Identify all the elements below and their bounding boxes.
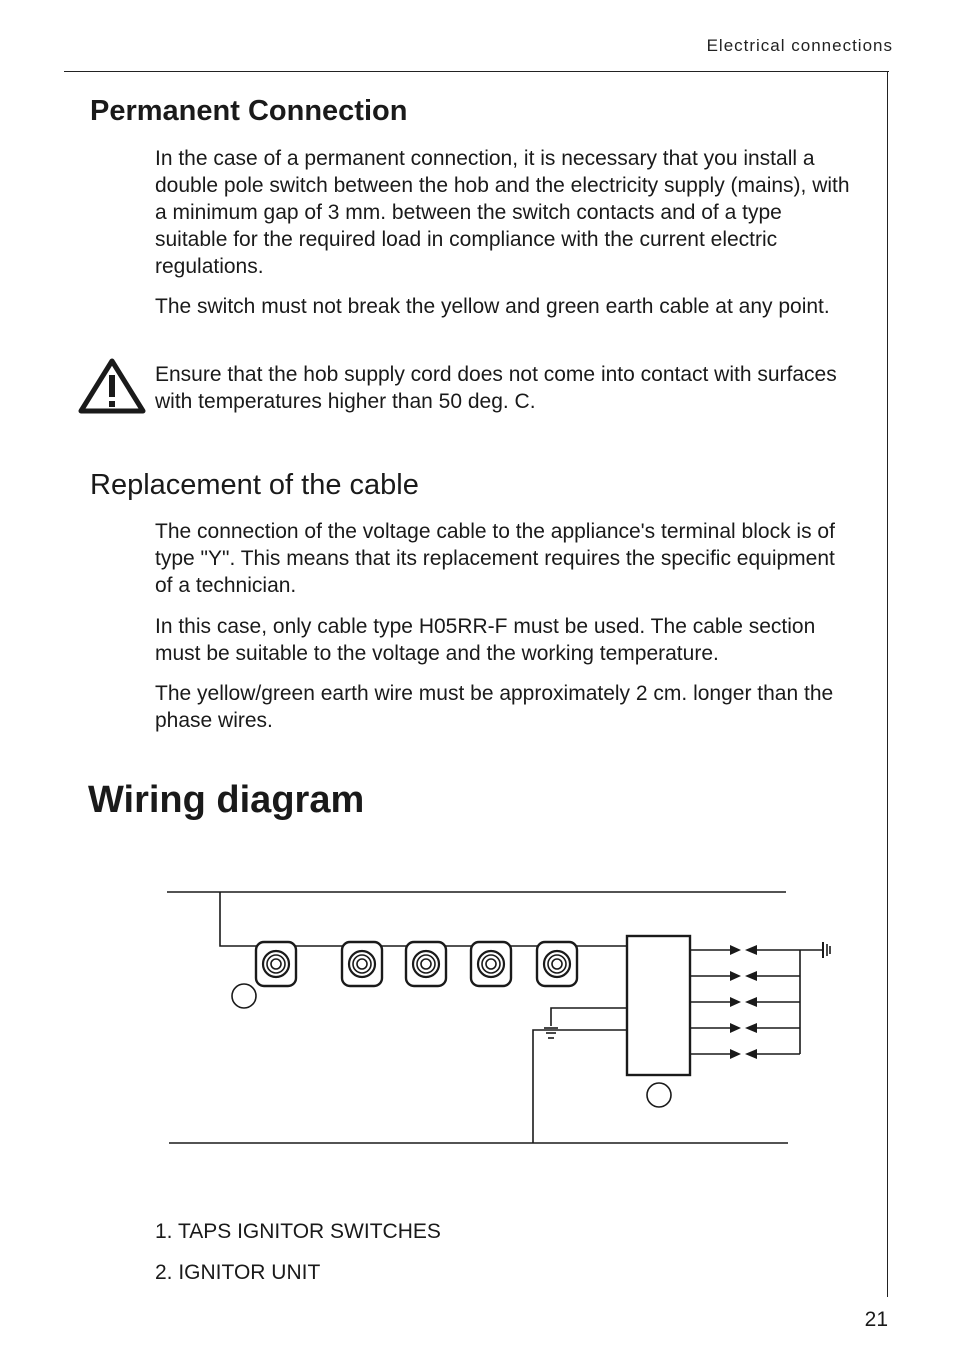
running-header: Electrical connections <box>706 36 893 55</box>
ignitor-switch-2 <box>342 942 382 986</box>
legend-item-2: 2. IGNITOR UNIT <box>155 1261 321 1284</box>
permanent-connection-heading: Permanent Connection <box>90 95 408 127</box>
wiring-diagram <box>160 880 840 1155</box>
ignitor-switch-3 <box>406 942 446 986</box>
replacement-heading: Replacement of the cable <box>90 469 419 501</box>
replacement-paragraph-1: The connection of the voltage cable to the appliance's terminal block is of type "Y". This means that its replacement requires the specific equipment of a technician. <box>155 520 835 597</box>
legend-item-1: 1. TAPS IGNITOR SWITCHES <box>155 1220 441 1243</box>
warning-triangle-icon <box>78 358 146 414</box>
header-rule <box>64 71 889 72</box>
page-number: 21 <box>864 1308 888 1331</box>
ignitor-switch-4 <box>471 942 511 986</box>
side-rule <box>887 71 888 1297</box>
permanent-paragraph-2: The switch must not break the yellow and green earth cable at any point. <box>155 295 830 318</box>
wiring-diagram-heading: Wiring diagram <box>88 779 365 821</box>
ignitor-switch-5 <box>537 942 577 986</box>
replacement-paragraph-3: The yellow/green earth wire must be approximately 2 cm. longer than the phase wires. <box>155 682 834 732</box>
warning-paragraph: Ensure that the hob supply cord does not come into contact with surfaces with temperatures higher than 50 deg. C. <box>155 363 837 413</box>
permanent-paragraph-1: In the case of a permanent connection, it is necessary that you install a double pole switch between the hob and the electricity supply (mains), with a minimum gap of 3 mm. between the switch contacts and of a type suitable for the required load in compliance with the current electric regulations. <box>155 147 850 278</box>
replacement-paragraph-2: In this case, only cable type H05RR-F must be used. The cable section must be suitable to the voltage and the working temperature. <box>155 615 816 665</box>
ignitor-switch-1 <box>256 942 296 986</box>
